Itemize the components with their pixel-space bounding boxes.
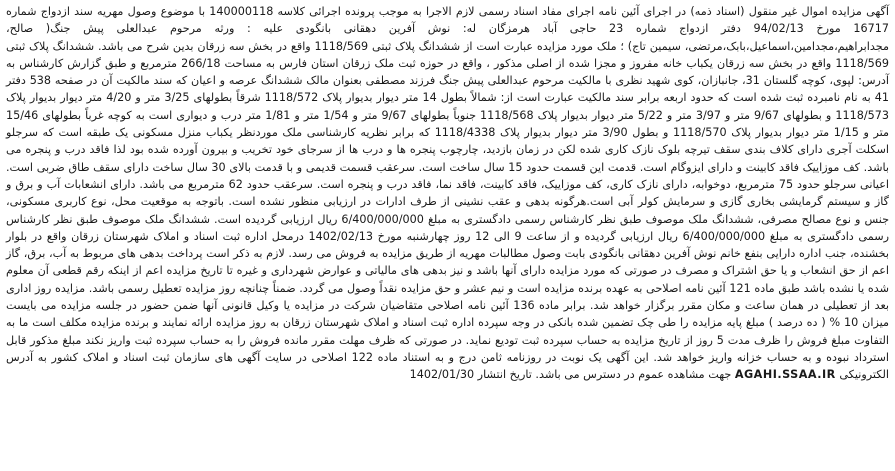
notice-paragraph <box>6 3 889 384</box>
notice-body-text: آگهی مزایده اموال غیر منقول (اسناد ذمه) در اجرای آئین نامه اجرای مفاد اسناد رسمی لازم الاجرا به موجب پرونده اجرائی کلاسه 140000118 با موضوع وصول مهریه سند ازدواج شماره 16717 مورخ 94/02/13 دفتر ازدواج شماره 23 حاجی آباد هرمزگان له: نوش آفرین دهقانی بانگودی علیه : ورثه مرحوم عبدالعلی پیش جنگ( صالح، مجدابراهیم،مجدامین،اسماعیل،بابک،مرتضی، سیمین تاج) ؛ ملک مورد مزایده عبارت است از ششدانگ پلاک ثبتی 1118/569 واقع در بخش سه زرقان بدین شرح می باشد. ششدانگ پلاک ثبتی 1118/569 واقع در بخش سه زرقان یکباب خانه مفروز و مجزا شده از اصلی مذکور ، واقع در حوزه ثبت ملک زرقان استان فارس به مساحت 266/18 مترمربع و طبق گزارش کارشناس به آدرس: لپوی، کوچه گلستان 31، جانبازان، کوی شهید نظری با مالکیت مرحوم عبدالعلی پیش جنگ فرزند مصطفی بعنوان مالک ششدانگ عرصه و اعیان که سند مالکیت آن در صفحه 538 دفتر 41 به نام نامبرده ثبت شده است که حدود اربعه برابر سند مالکیت عبارت است از: شمالاً بطول 14 متر دیوار بدیوار پلاک 1118/572 شرقاً بطولهای 3/25 متر و 4/20 متر دیوار بدیوار پلاک 1118/573 و بطولهای 9/67 متر و 3/97 متر و 5/22 متر دیوار بدیوار پلاک 1118/568 جنوباً بطولهای 9/67 متر و 1/54 متر و 1/81 متر درب و دیواری است به کوچه غرباً بطولهای 15/46 متر و 1/15 متر دیوار بدیوار پلاک 1118/570 و بطول 3/90 متر دیوار بدیوار پلاک 1118/4338 که برابر نظریه کارشناسی ملک موردنظر یکباب منزل مسکونی یک طبقه است که سرجلو اسکلت آجری دارای کلاف بندی سقف تیرچه بلوک نازک کاری شده لکن در زمان بازدید، چارچوب پنجره ها و درب ها از سرجای خود تخریب و بیرون آورده شده بود لذا فاقد درب و پنجره می باشد. کف موزاییک فاقد کابینت و دارای ایزوگام است. قدمت این قسمت حدود 15 سال ساخت است. سرعقب قسمت قدیمی و با قدمت بالای 30 سال ساخت دارای سقف طاق ضربی است. اعیانی سرجلو حدود 75 مترمربع، دوخوابه، دارای نازک کاری، کف موزاییک، فاقد کابینت، فاقد نما، فاقد درب و پنجره است. سرعقب حدود 62 مترمربع می باشد. دارای انشعابات آب و برق و گاز و سیستم گرمایشی بخاری گازی و سرمایش کولر آبی است.هرگونه بدهی و عقب نشینی از طرف ادارات در ارزیابی منظور نشده است. باتوجه به موقعیت محل، نوع کاربری مسکونی، جنس و نوع مصالح مصرفی، ششدانگ ملک موصوف طبق نظر کارشناس رسمی دادگستری به مبلغ 6/400/000/000 ریال ارزیابی گردیده است. ششدانگ ملک موصوف طبق نظر کارشناس رسمی دادگستری به مبلغ 6/400/000/000 ریال ارزیابی گردیده و از ساعت 9 الی 12 روز چهارشنبه مورخ 1402/02/13 درمحل اداره ثبت اسناد و املاک شهرستان زرقان واقع در بلوار بخشنده، جنب اداره دارایی بنفع خانم نوش آفرین دهقانی بانگودی بابت وصول مطالبات مهریه از طریق مزایده به فروش می رسد. لازم به ذکر است پرداخت بدهی های مربوط به آب، برق، گاز اعم از حق انشعاب و یا حق اشتراک و مصرف در صورتی که مورد مزایده دارای آنها باشد و نیز بدهی های مالیاتی و عوارض شهرداری و غیره تا تاریخ مزایده اعم از اینکه رقم قطعی آن معلوم شده یا نشده باشد طبق ماده 121 آئین نامه اصلاحی به عهده برنده مزایده است و نیم عشر و حق مزایده نقداً وصول می گردد. ضمناً چنانچه روز مزایده تعطیل رسمی باشد. مزایده روز اداری بعد از تعطیلی در همان ساعت و مکان مقرر برگزار خواهد شد. برابر ماده 136 آئین نامه اصلاحی متقاضیان شرکت در مزایده یا وکیل قانونی آنها ضمن حضور در جلسه مزایده می بایست میزان 10 % ( ده درصد ) مبلغ پایه مزایده را طی چک تضمین شده بانکی در وجه سپرده اداره ثبت اسناد و املاک شهرستان زرقان به روز مزایده ارائه نمایند و برنده مزایده مکلف است ما به التفاوت مبلغ فروش را ظرف مدت 5 روز از تاریخ مزایده به حساب سپرده ثبت توديع نمايد. در صورتی که ظرف مهلت مقرر مانده فروش را به حساب سپرده ثبت واریز نکند مبلغ مذکور قابل استرداد نبوده و به حساب خزانه واریز خواهد شد. این آگهی یک نوبت در روزنامه ثامن درج و به استناد ماده 122 اصلاحی در سایت آگهی های سازمان ثبت اسناد و املاک کشور به آدرس الکترونیکی <box>6 5 890 382</box>
notice-closing-text: جهت مشاهده عموم در دسترس می باشد. تاریخ انتشار 1402/01/30 <box>409 368 732 382</box>
website-address: AGAHI.SSAA.IR <box>734 368 836 382</box>
